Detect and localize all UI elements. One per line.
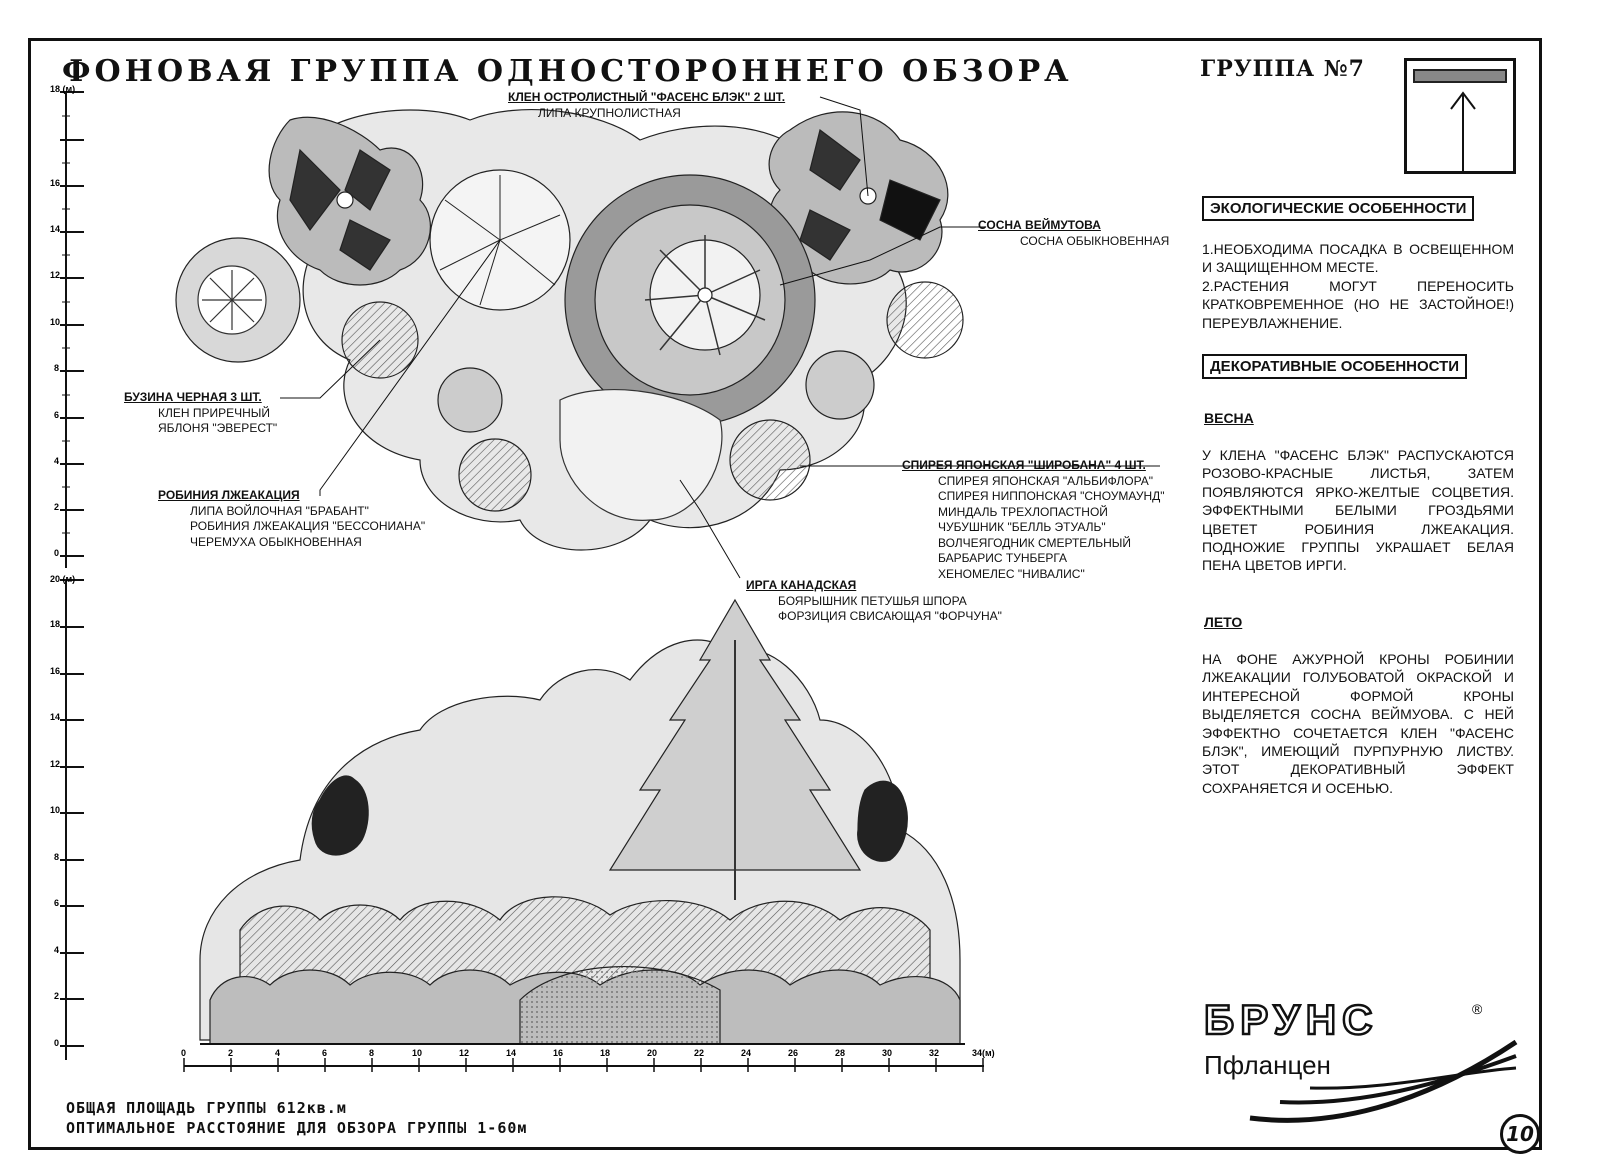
- x-scale-tick: 18: [600, 1048, 611, 1058]
- elevation-scale: [50, 574, 84, 1060]
- footer-distance: ОПТИМАЛЬНОЕ РАССТОЯНИЕ ДЛЯ ОБЗОРА ГРУППЫ 1-60м: [66, 1119, 528, 1137]
- svg-text:®: ®: [1472, 1001, 1483, 1017]
- elev-scale-tick: 10: [50, 805, 61, 815]
- summer-text: НА ФОНЕ АЖУРНОЙ КРОНЫ РОБИНИИ ЛЖЕАКАЦИИ ГОЛУБОВАТОЙ ОКРАСКОЙ И ИНТЕРЕСНОЙ ФОРМОЙ КРОНЫ ВЫДЕЛЯЕТСЯ СОСНА ВЕЙМУОВА. С НЕЙ ЭФФЕКТНО СОЧЕТАЕТСЯ КЛЕН "ФАСЕНС БЛЭК", ИМЕЮЩИЙ ПУРПУРНУЮ ЛИСТВУ. ЭТОТ ДЕКОРАТИВНЫЙ ЭФФЕКТ СОХРАНЯЕТСЯ И ОСЕНЬЮ.: [1202, 651, 1514, 796]
- page-title: ФОНОВАЯ ГРУППА ОДНОСТОРОННЕГО ОБЗОРА: [62, 54, 1073, 89]
- label-sosna: [978, 218, 1169, 249]
- x-scale-tick: 10: [412, 1048, 423, 1058]
- label-klen: [508, 90, 785, 121]
- label-robinia-extra: РОБИНИЯ ЛЖЕАКАЦИЯ "БЕССОНИАНА": [190, 519, 426, 533]
- x-scale-tick: 8: [369, 1048, 375, 1058]
- x-scale-last: 34(м): [972, 1048, 995, 1058]
- elev-scale-tick: 12: [50, 759, 61, 769]
- label-irga-extra: БОЯРЫШНИК ПЕТУШЬЯ ШПОРА: [778, 593, 967, 608]
- footer: [66, 1098, 527, 1138]
- elev-scale-tick: 4: [54, 945, 60, 955]
- plan-scale-tick: 10: [50, 317, 61, 327]
- plan-scale-tick: 2: [54, 502, 60, 512]
- plan-view: [176, 110, 963, 550]
- plan-scale: [50, 84, 84, 568]
- label-spireya-main: СПИРЕЯ ЯПОНСКАЯ "ШИРОБАНА" 4 ШТ.: [902, 458, 1146, 472]
- summer-title: ЛЕТО: [1204, 614, 1243, 630]
- north-arrow-icon: [1407, 61, 1519, 177]
- label-irga-extra: ФОРЗИЦИЯ СВИСАЮЩАЯ "ФОРЧУНА": [778, 609, 1002, 623]
- label-buzina-extra: ЯБЛОНЯ "ЭВЕРЕСТ": [158, 421, 278, 435]
- label-irga: [746, 578, 1002, 625]
- plan-scale-tick: 14: [50, 224, 61, 234]
- label-buzina-main: БУЗИНА ЧЕРНАЯ 3 ШТ.: [124, 390, 262, 404]
- x-scale-tick: 20: [647, 1048, 658, 1058]
- x-scale-tick: 4: [275, 1048, 281, 1058]
- elev-scale-tick: 8: [54, 852, 60, 862]
- plan-scale-unit: 18 (м): [50, 84, 76, 94]
- label-robinia-main: РОБИНИЯ ЛЖЕАКАЦИЯ: [158, 488, 300, 502]
- x-scale-tick: 22: [694, 1048, 705, 1058]
- label-robinia: [158, 488, 425, 550]
- brand-swoosh-icon: [1240, 1036, 1540, 1126]
- x-scale-tick: 16: [553, 1048, 564, 1058]
- eco-list: [1202, 240, 1514, 332]
- eco-heading: ЭКОЛОГИЧЕСКИЕ ОСОБЕННОСТИ: [1202, 196, 1474, 221]
- x-scale-tick: 6: [322, 1048, 328, 1058]
- brand-logo-icon: [1204, 1000, 1504, 1040]
- plan-scale-tick: 4: [54, 456, 60, 466]
- plan-scale-tick: 16: [50, 178, 61, 188]
- deco-heading: ДЕКОРАТИВНЫЕ ОСОБЕННОСТИ: [1202, 354, 1467, 379]
- group-number: ГРУППА №7: [1200, 56, 1365, 82]
- north-indicator: [1404, 58, 1516, 174]
- footer-area: ОБЩАЯ ПЛОЩАДЬ ГРУППЫ 612кв.м: [66, 1099, 347, 1117]
- x-scale-tick: 28: [835, 1048, 846, 1058]
- plan-scale-tick: 8: [54, 363, 60, 373]
- label-sosna-extra: СОСНА ОБЫКНОВЕННАЯ: [1020, 233, 1170, 248]
- plan-scale-tick: 0: [54, 548, 60, 558]
- label-robinia-extra: ЛИПА ВОЙЛОЧНАЯ "БРАБАНТ": [190, 503, 369, 518]
- x-scale-tick: 14: [506, 1048, 517, 1058]
- elev-scale-tick: 16: [50, 666, 61, 676]
- label-irga-main: ИРГА КАНАДСКАЯ: [746, 578, 857, 592]
- label-spireya-extra: ХЕНОМЕЛЕС "НИВАЛИС": [938, 566, 1085, 581]
- label-spireya: [902, 458, 1165, 582]
- elev-scale-tick: 14: [50, 712, 61, 722]
- pine-center: [565, 175, 815, 425]
- x-scale-tick: 0: [181, 1048, 187, 1058]
- label-sosna-main: СОСНА ВЕЙМУТОВА: [978, 218, 1101, 232]
- x-scale-tick: 24: [741, 1048, 752, 1058]
- elev-scale-tick: 6: [54, 898, 60, 908]
- label-spireya-extra: БАРБАРИС ТУНБЕРГА: [938, 551, 1068, 565]
- spring-text: У КЛЕНА "ФАСЕНС БЛЭК" РАСПУСКАЮТСЯ РОЗОВО-КРАСНЫЕ ЛИСТЬЯ, ЗАТЕМ ПОЯВЛЯЮТСЯ ЯРКО-ЖЕЛТЫЕ СОЦВЕТИЯ. ЭФФЕКТНЫМИ БЕЛЫМИ ГРОЗДЬЯМИ ЦВЕТЕТ РОБИНИЯ ЛЖЕАКАЦИЯ. ПОДНОЖИЕ ГРУППЫ УКРАШАЕТ БЕЛАЯ ПЕНА ЦВЕТОВ ИРГИ.: [1202, 447, 1514, 574]
- plan-scale-tick: 6: [54, 410, 60, 420]
- apple-left: [176, 238, 300, 362]
- elev-scale-tick: 2: [54, 991, 60, 1001]
- brand-subtitle: Пфланцен: [1204, 1050, 1331, 1080]
- elev-scale-unit: 20 (м): [50, 574, 76, 584]
- label-spireya-extra: СПИРЕЯ НИППОНСКАЯ "СНОУМАУНД": [938, 489, 1165, 503]
- elevation-view: [200, 600, 965, 1044]
- elev-scale-tick: 0: [54, 1038, 60, 1048]
- label-klen-extra: ЛИПА КРУПНОЛИСТНАЯ: [538, 105, 681, 120]
- x-scale-tick: 26: [788, 1048, 799, 1058]
- label-robinia-extra: ЧЕРЕМУХА ОБЫКНОВЕННАЯ: [190, 534, 362, 549]
- label-spireya-extra: СПИРЕЯ ЯПОНСКАЯ "АЛЬБИФЛОРА": [938, 473, 1154, 488]
- label-buzina: [124, 390, 277, 437]
- spring-title: ВЕСНА: [1204, 410, 1254, 426]
- eco-item: 2.РАСТЕНИЯ МОГУТ ПЕРЕНОСИТЬ КРАТКОВРЕМЕННОЕ (НО НЕ ЗАСТОЙНОЕ!) ПЕРЕУВЛАЖНЕНИЕ.: [1202, 277, 1514, 331]
- eco-item: 1.НЕОБХОДИМА ПОСАДКА В ОСВЕЩЕННОМ И ЗАЩИЩЕННОМ МЕСТЕ.: [1202, 241, 1514, 276]
- x-scale-tick: 30: [882, 1048, 893, 1058]
- x-scale-tick: 2: [228, 1048, 234, 1058]
- elev-dark-tree-left: [312, 776, 368, 855]
- label-buzina-extra: КЛЕН ПРИРЕЧНЫЙ: [158, 405, 271, 420]
- label-spireya-extra: МИНДАЛЬ ТРЕХЛОПАСТНОЙ: [938, 504, 1108, 519]
- horizontal-scale: [181, 1048, 995, 1072]
- elev-scale-tick: 18: [50, 619, 61, 629]
- label-klen-main: КЛЕН ОСТРОЛИСТНЫЙ "ФАСЕНС БЛЭК" 2 ШТ.: [508, 90, 786, 104]
- label-spireya-extra: ВОЛЧЕЯГОДНИК СМЕРТЕЛЬНЫЙ: [938, 535, 1131, 550]
- plan-scale-tick: 12: [50, 270, 61, 280]
- label-spireya-extra: ЧУБУШНИК "БЕЛЛЬ ЭТУАЛЬ": [938, 520, 1106, 534]
- elev-dark-tree-right: [858, 781, 908, 861]
- page-number: 10: [1500, 1114, 1540, 1154]
- x-scale-tick: 12: [459, 1048, 470, 1058]
- brand-logo-text: БРУНС: [1204, 1000, 1379, 1040]
- x-scale-tick: 32: [929, 1048, 940, 1058]
